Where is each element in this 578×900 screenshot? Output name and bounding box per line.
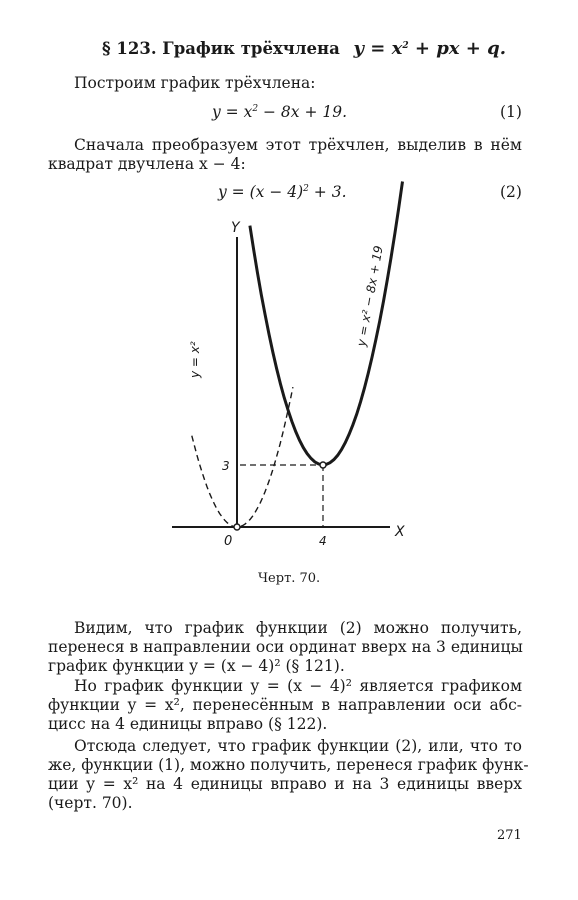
intro-text: Построим график трёхчлена: [74,74,316,92]
paragraph-1-line-3: график функции y = (x − 4)² (§ 121). [48,657,345,675]
figure-caption: Черт. 70. [258,571,321,586]
vertex-point [320,462,326,468]
series-line-trinomial [250,182,403,465]
curve-label-parabola: y = x² [188,341,202,378]
origin-point [234,524,240,530]
equation-1: $y = x^2 - 8x + 19$. [212,103,348,121]
paragraph-2-line-2: функции y = x², перенесённым в направлении оси абс- [48,696,522,714]
equation-1-a: y = x [212,103,253,121]
paragraph-1-line-2: перенеся в направлении оси ординат вверх на 3 единицы [48,638,523,656]
y-axis-label: Y [231,220,240,236]
paragraph-3-line-2: же, функции (1), можно получить, перенеся график функ- [48,756,529,774]
heading-formula-a: y = x [353,38,403,59]
transform-line-1: Сначала преобразуем этот трёхчлен, выделив в нём [74,136,522,154]
paragraph-2-line-3: цисс на 4 единицы вправо (§ 122). [48,715,328,733]
curve-label-trinomial: y = x² − 8x + 19 [354,244,386,348]
paragraph-2-line-1: Но график функции y = (x − 4)² является графиком [74,677,522,695]
series-line-parabola [192,387,293,527]
heading-formula-b: + px + q. [408,38,507,59]
tick-label-x-4: 4 [319,534,327,548]
paragraph-1-line-1: Видим, что график функции (2) можно получить, [74,619,522,637]
paragraph-3-line-4: (черт. 70). [48,794,133,812]
equation-2: $y = (x - 4)^2 + 3$. [218,183,347,201]
paragraph-3-line-3: ции y = x² на 4 единицы вправо и на 3 единицы вверх [48,775,522,793]
equation-2-b: + 3. [308,183,347,201]
paragraph-3-line-1: Отсюда следует, что график функции (2), или, что то [74,737,522,755]
equation-1-b: − 8x + 19. [258,103,348,121]
equation-2-a: y = (x − 4) [218,183,304,201]
origin-label: 0 [224,534,233,549]
transform-line-2: квадрат двучлена x − 4: [48,155,246,173]
tick-label-y-3: 3 [222,459,230,473]
equation-2-number: (2) [500,183,522,201]
section-heading: § 123. График трёхчлена $y = x^2$ + px + q. [102,38,507,59]
x-axis-label: X [395,524,405,540]
section-heading-text: § 123. График трёхчлена [102,39,340,58]
equation-1-number: (1) [500,103,522,121]
page-number: 271 [497,828,522,843]
